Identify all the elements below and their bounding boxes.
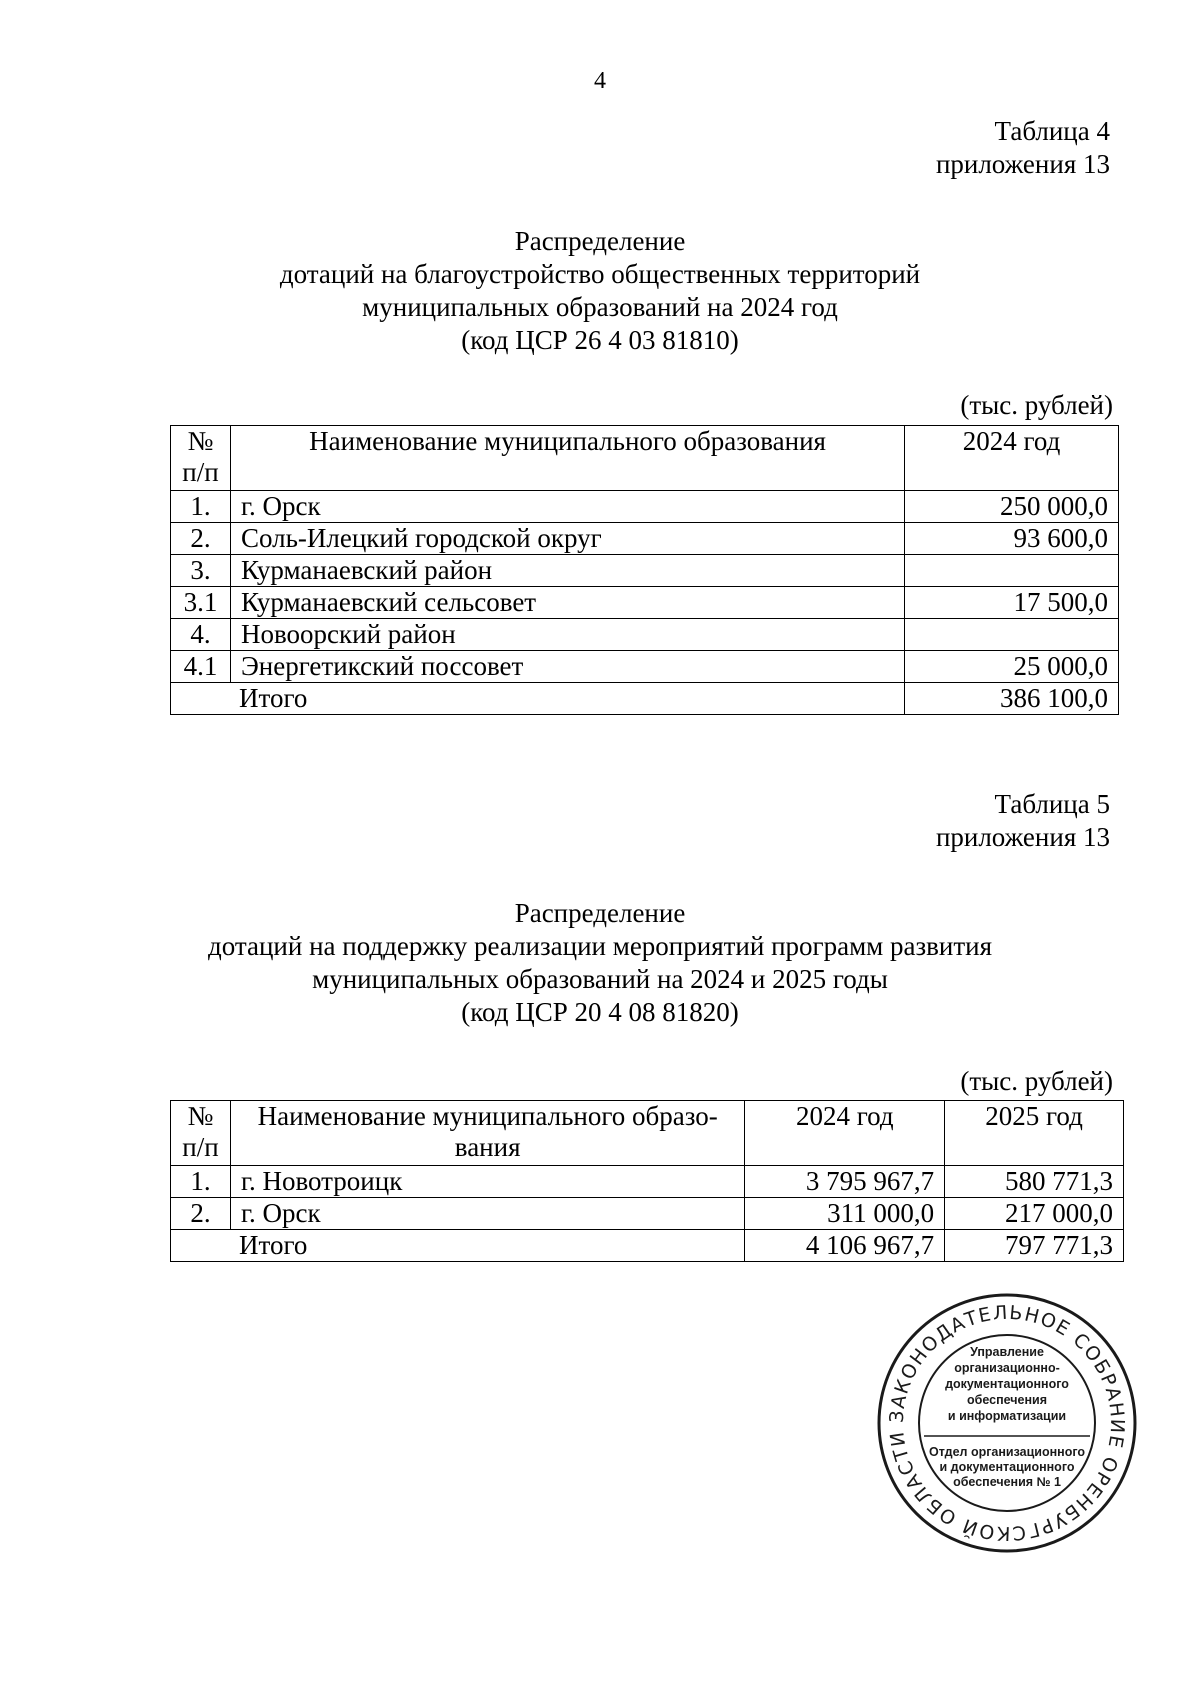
stamp-ring-textpath: ЗАКОНОДАТЕЛЬНОЕ СОБРАНИЕ ОРЕНБУРГСКОЙ ОБЛАСТИ [885,1301,1129,1545]
stamp-line4: обеспечения [966,1393,1048,1407]
row-2024: 250 000,0 [905,491,1119,523]
row-name: г. Орск [230,1198,744,1230]
official-stamp [874,1290,1140,1556]
row-2024 [905,619,1119,651]
row-2024: 311 000,0 [745,1198,945,1230]
row-2024 [905,555,1119,587]
table5-caption-line2: приложения 13 [935,822,1110,852]
table4-caption-line1: Таблица 4 [994,116,1110,146]
table4-title-line1: Распределение [514,226,686,256]
table4-header-num: № п/п [171,426,231,491]
total-label: Итого [171,1230,745,1262]
row-name: Энергетикский поссовет [230,651,904,683]
table5-header-2025: 2025 год [945,1101,1124,1166]
page-number: 4 [594,68,606,94]
total-label: Итого [171,683,905,715]
table-row [171,619,1119,651]
stamp-outer-ring [879,1295,1135,1551]
stamp-line6: Отдел организационного [928,1445,1086,1459]
table5-title [0,897,1200,1029]
table4-unit: (тыс. рублей) [960,390,1113,420]
table4-caption [936,115,1110,181]
row-num: 3.1 [171,587,231,619]
table4-header-row [171,426,1119,491]
row-2024: 93 600,0 [905,523,1119,555]
row-2024: 17 500,0 [905,587,1119,619]
row-name: Курманаевский сельсовет [230,587,904,619]
row-2024: 25 000,0 [905,651,1119,683]
table5-header-row [171,1101,1124,1166]
table5-title-line2: дотаций на поддержку реализации мероприятий программ развития [207,931,993,961]
table4-title [0,225,1200,357]
table4-header-name: Наименование муниципального образования [230,426,904,491]
table4-title-line3: муниципальных образований на 2024 год [362,292,838,322]
table-row [171,587,1119,619]
table5-caption-line1: Таблица 5 [994,789,1110,819]
table4-title-line4: (код ЦСР 26 4 03 81810) [461,325,739,355]
row-name: г. Орск [230,491,904,523]
table5-title-line1: Распределение [514,898,686,928]
total-2024: 386 100,0 [905,683,1119,715]
table4 [170,425,1119,715]
stamp-line7: и документационного [939,1460,1075,1474]
row-2025: 580 771,3 [945,1166,1124,1198]
table5-header-name [230,1101,744,1166]
table5-title-line3: муниципальных образований на 2024 и 2025 годы [312,964,888,994]
stamp-line8: обеспечения № 1 [953,1475,1061,1489]
table-row [171,555,1119,587]
row-num: 2. [171,1198,231,1230]
table5-header-name-line2: вания [454,1132,521,1162]
table5 [170,1100,1124,1262]
table5-caption [936,788,1110,854]
table-row [171,523,1119,555]
table5-total-row [171,1230,1124,1262]
table5-title-line4: (код ЦСР 20 4 08 81820) [461,997,739,1027]
stamp-line1: Управление [970,1345,1044,1359]
total-2025: 797 771,3 [945,1230,1124,1262]
table4-total-row [171,683,1119,715]
table-row [171,1198,1124,1230]
row-num: 2. [171,523,231,555]
total-2024: 4 106 967,7 [745,1230,945,1262]
table4-title-line2: дотаций на благоустройство общественных территорий [279,259,921,289]
table-row [171,651,1119,683]
table-row [171,1166,1124,1198]
row-2025: 217 000,0 [945,1198,1124,1230]
table4-header-2024: 2024 год [905,426,1119,491]
stamp-line3: документационного [945,1377,1069,1391]
stamp-line2: организационно- [954,1361,1060,1375]
row-name: Соль-Илецкий городской округ [230,523,904,555]
row-name: Курманаевский район [230,555,904,587]
table4-caption-line2: приложения 13 [935,149,1110,179]
table-row [171,491,1119,523]
table5-header-2024: 2024 год [745,1101,945,1166]
table5-header-num: № п/п [171,1101,231,1166]
table5-header-name-line1: Наименование муниципального образо- [257,1101,718,1131]
row-2024: 3 795 967,7 [745,1166,945,1198]
stamp-line5: и информатизации [947,1409,1067,1423]
row-num: 1. [171,1166,231,1198]
row-num: 3. [171,555,231,587]
table5-unit: (тыс. рублей) [960,1066,1113,1096]
row-num: 1. [171,491,231,523]
row-name: г. Новотроицк [230,1166,744,1198]
row-num: 4.1 [171,651,231,683]
row-name: Новоорский район [230,619,904,651]
row-num: 4. [171,619,231,651]
